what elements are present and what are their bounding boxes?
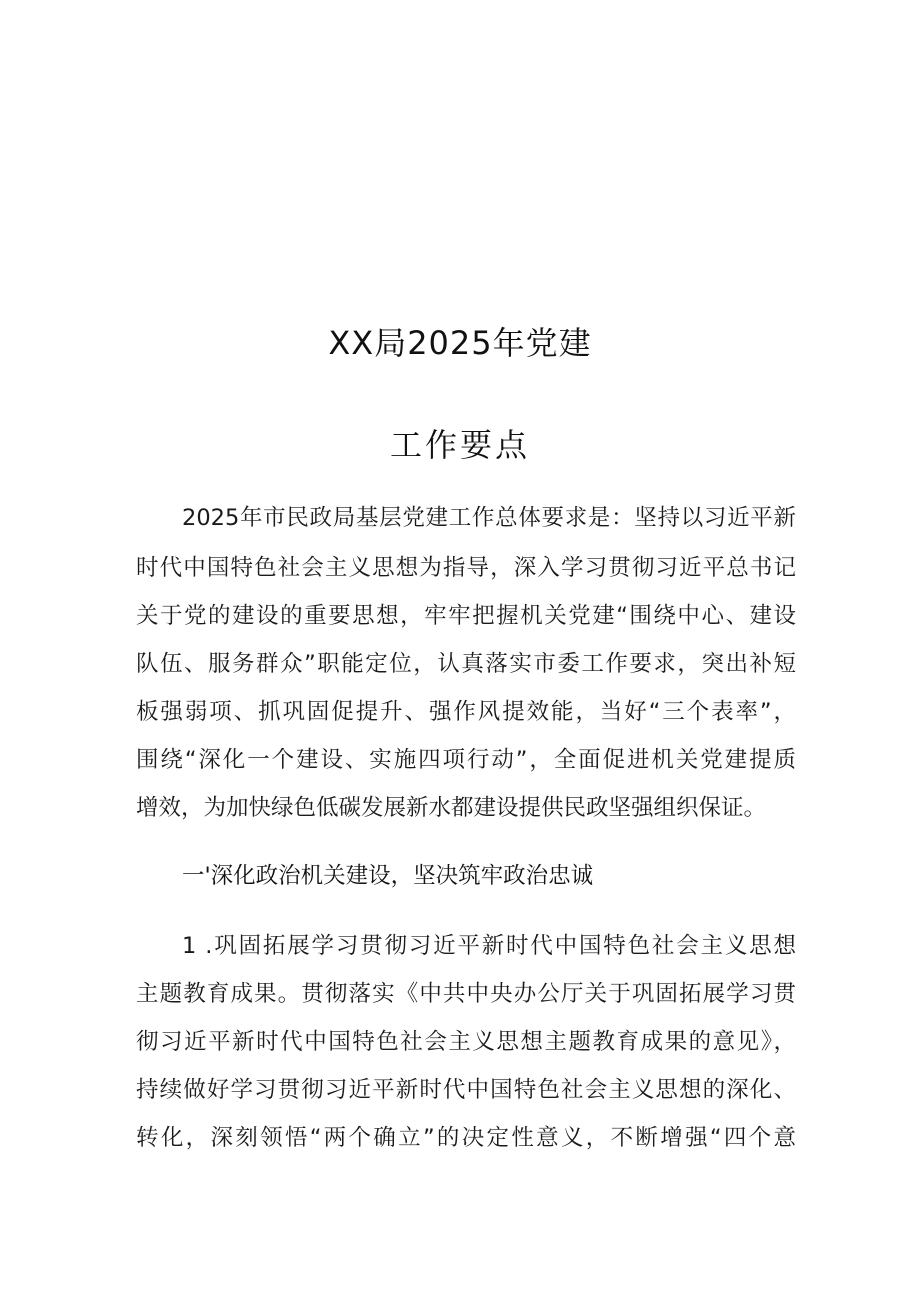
paragraph-line: 1 .巩固拓展学习贯彻习近平新时代中国特色社会主义思想 bbox=[182, 933, 796, 959]
paragraph-line: 围绕“深化一个建设、实施四项行动”，全面促进机关党建提质 bbox=[136, 747, 796, 773]
paragraph-line: 2025年市民政局基层党建工作总体要求是：坚持以习近平新 bbox=[182, 505, 796, 531]
paragraph-line: 转化，深刻领悟“两个确立”的决定性意义，不断增强“四个意 bbox=[136, 1125, 796, 1151]
paragraph-line: 关于党的建设的重要思想，牢牢把握机关党建“围绕中心、建设 bbox=[136, 603, 796, 629]
section-heading: 一'深化政治机关建设，坚决筑牢政治忠诚 bbox=[182, 863, 594, 889]
document-subtitle: 工作要点 bbox=[389, 426, 530, 464]
paragraph-line: 板强弱项、抓巩固促提升、强作风提效能，当好“三个表率”， bbox=[136, 699, 796, 725]
paragraph-line: 彻习近平新时代中国特色社会主义思想主题教育成果的意见》， bbox=[136, 1029, 796, 1055]
paragraph-line: 队伍、服务群众”职能定位，认真落实市委工作要求，突出补短 bbox=[136, 651, 796, 677]
paragraph-line: 持续做好学习贯彻习近平新时代中国特色社会主义思想的深化、 bbox=[136, 1077, 796, 1103]
paragraph-line: 增效，为加快绿色低碳发展新水都建设提供民政坚强组织保证。 bbox=[136, 795, 767, 821]
document-title: XX局2025年党建 bbox=[328, 324, 592, 362]
paragraph-line: 时代中国特色社会主义思想为指导，深入学习贯彻习近平总书记 bbox=[136, 555, 796, 581]
paragraph-line: 主题教育成果。贯彻落实《中共中央办公厅关于巩固拓展学习贯 bbox=[136, 981, 796, 1007]
